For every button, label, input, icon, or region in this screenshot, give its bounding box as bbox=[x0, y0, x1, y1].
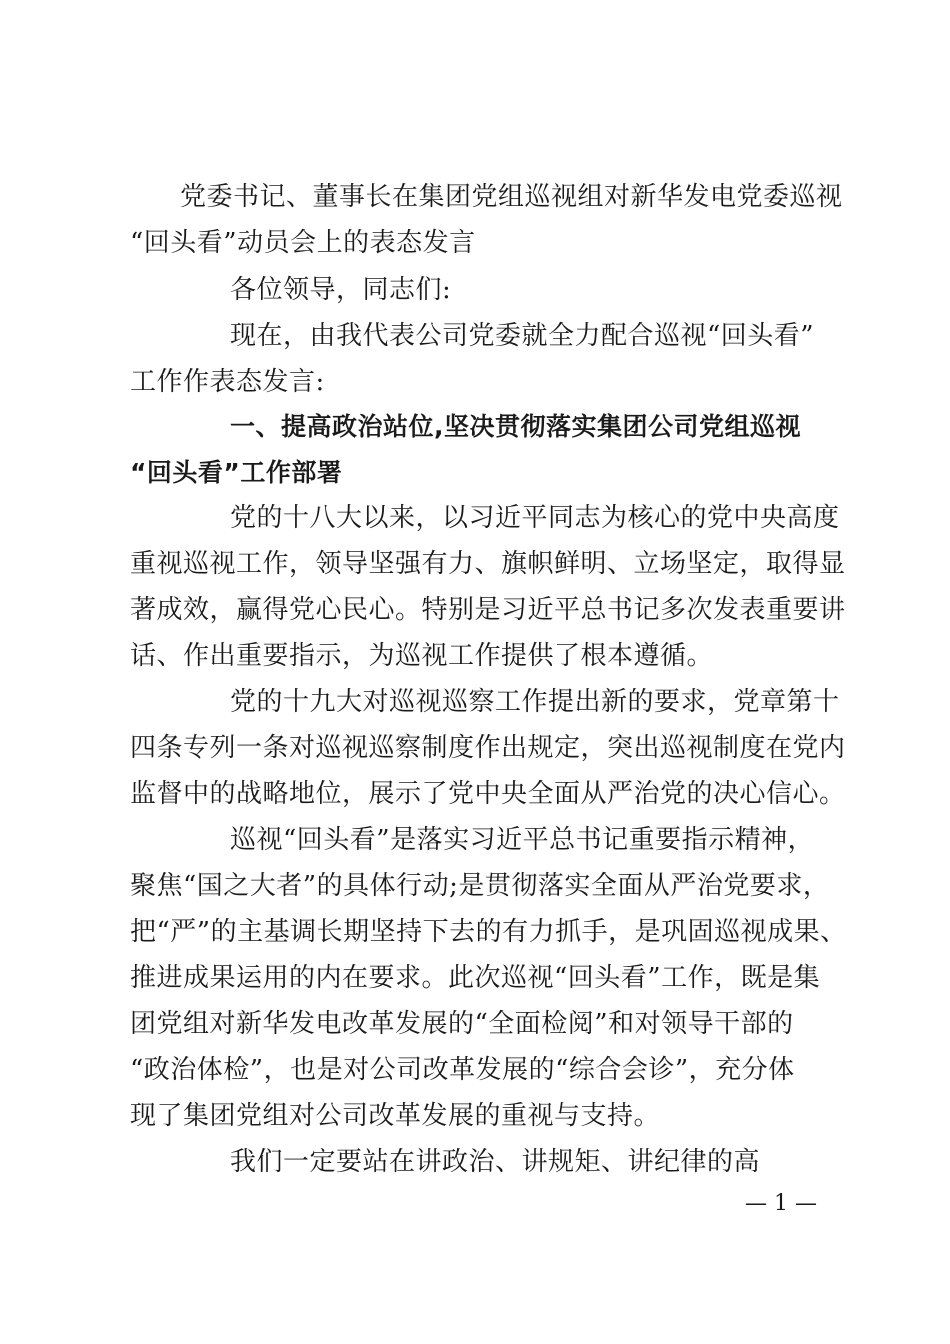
greeting: 各位领导，同志们: bbox=[230, 275, 452, 305]
paragraph-1-line-2: 重视巡视工作，领导坚强有力、旗帜鲜明、立场坚定，取得显 bbox=[130, 549, 846, 579]
paragraph-3-line-4: 推进成果运用的内在要求。此次巡视“回头看”工作，既是集 bbox=[130, 963, 821, 993]
title-line-1: 党委书记、董事长在集团党组巡视组对新华发电党委巡视 bbox=[180, 182, 843, 212]
paragraph-3-line-2: 聚焦“国之大者”的具体行动;是贯彻落实全面从严治党要求， bbox=[130, 871, 830, 901]
paragraph-3-line-6: “政治体检”，也是对公司改革发展的“综合会诊”，充分体 bbox=[130, 1055, 795, 1085]
title-line-2: “回头看”动员会上的表态发言 bbox=[130, 228, 476, 258]
intro-line-2: 工作作表态发言: bbox=[130, 367, 325, 397]
paragraph-4-line-1: 我们一定要站在讲政治、讲规矩、讲纪律的高 bbox=[230, 1147, 761, 1177]
paragraph-2-line-3: 监督中的战略地位，展示了党中央全面从严治党的决心信心。 bbox=[130, 779, 846, 809]
paragraph-3-line-3: 把“严”的主基调长期坚持下去的有力抓手，是巩固巡视成果、 bbox=[130, 917, 847, 947]
section-heading-1-line-2: “回头看”工作部署 bbox=[130, 458, 343, 487]
paragraph-2-line-1: 党的十九大对巡视巡察工作提出新的要求，党章第十 bbox=[230, 687, 840, 717]
paragraph-1-line-1: 党的十八大以来，以习近平同志为核心的党中央高度 bbox=[230, 503, 840, 533]
paragraph-1-line-4: 话、作出重要指示，为巡视工作提供了根本遵循。 bbox=[130, 641, 714, 671]
section-heading-1-line-1: 一、提高政治站位,坚决贯彻落实集团公司党组巡视 bbox=[230, 412, 801, 441]
paragraph-2-line-2: 四条专列一条对巡视巡察制度作出规定，突出巡视制度在党内 bbox=[130, 733, 846, 763]
paragraph-3-line-7: 现了集团党组对公司改革发展的重视与支持。 bbox=[130, 1101, 661, 1131]
paragraph-3-line-5: 团党组对新华发电改革发展的“全面检阅”和对领导干部的 bbox=[130, 1009, 794, 1039]
page-number: — 1 — bbox=[745, 1191, 817, 1216]
intro-line-1: 现在，由我代表公司党委就全力配合巡视“回头看” bbox=[230, 321, 815, 351]
paragraph-3-line-1: 巡视“回头看”是落实习近平总书记重要指示精神， bbox=[230, 825, 815, 855]
paragraph-1-line-3: 著成效，赢得党心民心。特别是习近平总书记多次发表重要讲 bbox=[130, 595, 846, 625]
